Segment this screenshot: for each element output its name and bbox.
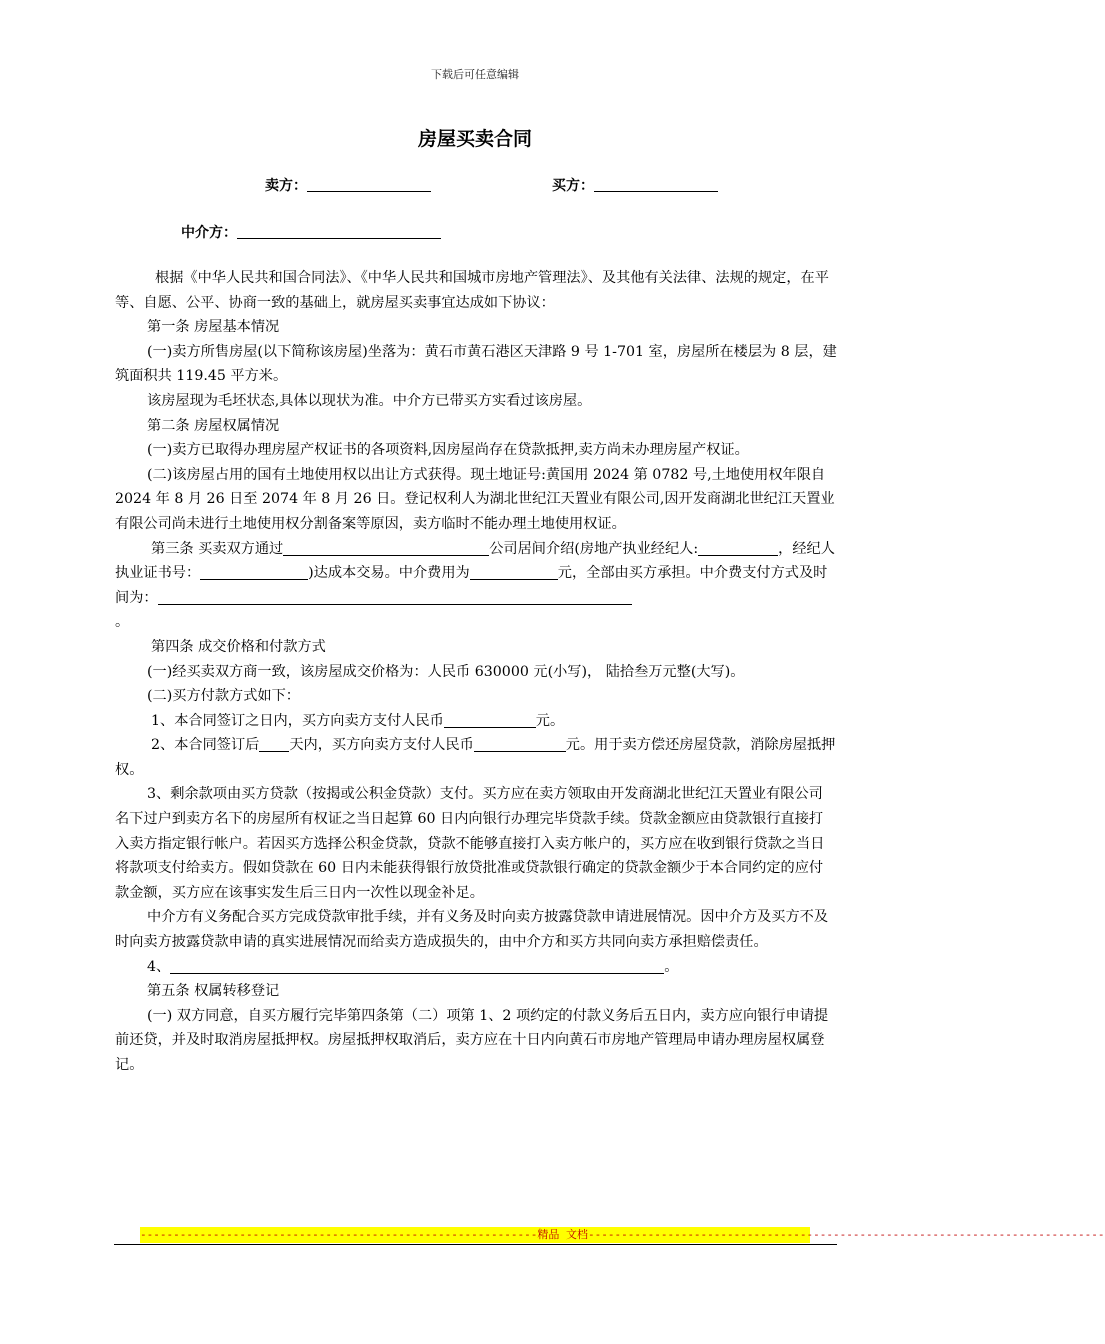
footer-banner: ------------------------------------------------------------精品 文档------------------------------------------------------------------------------ [140,1228,1105,1241]
article-3-part-c: ，经纪人执业证书号： [115,540,835,582]
intro-paragraph: 根据《中华人民共和国合同法》、《中华人民共和国城市房地产管理法》、及其他有关法律、法规的规定，在平等、自愿、公平、协商一致的基础上，就房屋买卖事宜达成如下协议： [115,270,829,311]
buyer-label: 买方： [552,178,594,194]
agent-blank[interactable] [237,224,441,239]
fee-payment-blank[interactable] [158,590,632,605]
page-title: 房屋买卖合同 [417,128,532,150]
article-4-title: 第四条 成交价格和付款方式 [151,638,326,655]
article-4-item-3: 3、剩余款项由买方贷款（按揭或公积金贷款）支付。买方应在卖方领取由开发商湖北世纪江天置业有限公司名下过户到卖方名下的房屋所有权证之当日起算 60 日内向银行办理完毕贷款手续。贷款金额应由贷款银行直接打入卖方指定银行帐户。若因买方选择公积金贷款，贷款不能够直接打入卖方帐户的，买方应在收到银行贷款之当日将款项支付给卖方。假如贷款在 60 日内未能获得银行放贷批准或贷款银行确定的贷款金额少于本合同约定的应付款金额，买方应在该事实发生后三日内一次性以现金补足。 [115,786,825,901]
first-payment-blank[interactable] [444,713,536,728]
article-3-part-e: 元，全部由买方承担。中介费支付方式及时间为： [115,565,828,606]
article-1-title: 第一条 房屋基本情况 [147,319,280,336]
article-2-title: 第二条 房屋权属情况 [147,417,280,434]
item-2-text-c: 元。用于卖方偿还房屋贷款，消除房屋抵押权。 [115,737,836,778]
item-2-text-b: 天内，买方向卖方支付人民币 [289,737,474,754]
second-payment-blank[interactable] [474,737,566,752]
header-note: 下载后可任意编辑 [431,68,519,81]
license-number-blank[interactable] [200,565,308,580]
item-1-unit: 元。 [535,712,565,729]
footer-divider [114,1244,837,1245]
article-4-clause-3: 中介方有义务配合买方完成贷款审批手续，并有义务及时向卖方披露贷款申请进展情况。因中介方及买方不及时向卖方披露贷款申请的真实进展情况而给卖方造成损失的，由中介方和买方共同向卖方承担赔偿责任。 [115,909,829,951]
article-2-clause-1: (一)卖方已取得办理房屋产权证书的各项资料,因房屋尚存在贷款抵押,卖方尚未办理房屋产权证。 [147,442,749,459]
article-3-end: 。 [115,614,130,631]
item-1-text: 1、本合同签订之日内，买方向卖方支付人民币 [151,712,444,729]
article-3-part-a: 第三条 买卖双方通过 [151,540,284,557]
buyer-field [552,175,718,195]
contract-body [115,266,837,1078]
item-4-number: 4、 [147,958,171,975]
article-1-clause-2: 该房屋现为毛坯状态,具体以现状为准。中介方已带买方实看过该房屋。 [147,392,592,409]
days-blank[interactable] [259,737,289,752]
article-4-item-4 [115,955,837,980]
agency-company-blank[interactable] [283,541,489,556]
item-4-end: 。 [664,958,679,975]
article-1-clause-1: (一)卖方所售房屋(以下简称该房屋)坐落为：黄石市黄石港区天津路 9 号 1-701 室，房屋所在楼层为 8 层，建筑面积共 119.45 平方米。 [115,343,837,385]
article-4-item-2 [115,733,837,782]
agent-label: 中介方： [181,225,237,241]
agent-field [181,222,441,242]
article-4-clause-1: (一)经买卖双方商一致，该房屋成交价格为：人民币 630000 元(小写)， 陆拾叁万元整(大写)。 [147,663,745,680]
item-4-blank[interactable] [170,959,664,974]
article-4-item-1 [115,709,837,734]
article-3-part-b: 公司居间介绍(房地产执业经纪人: [489,540,699,557]
article-5-title: 第五条 权属转移登记 [147,983,280,1000]
article-3 [115,537,837,635]
broker-name-blank[interactable] [698,541,754,556]
item-2-text-a: 2、本合同签订后 [151,737,260,754]
seller-blank[interactable] [307,177,431,192]
article-5-clause-1: (一) 双方同意，自买方履行完毕第四条第（二）项第 1、2 项约定的付款义务后五日内，卖方应向银行申请提前还贷，并及时取消房屋抵押权。房屋抵押权取消后，卖方应在十日内向黄石市房地产管理局申请办理房屋权属登记。 [115,1007,829,1073]
seller-field [265,175,431,195]
buyer-blank[interactable] [594,177,718,192]
article-4-clause-2: (二)买方付款方式如下： [147,688,300,705]
agency-fee-blank[interactable] [470,565,558,580]
article-2-clause-2: (二)该房屋占用的国有土地使用权以出让方式获得。现土地证号:黄国用 2024 第 0782 号,土地使用权年限自 2024 年 8 月 26 日至 2074 年 8 月 26 日。登记权利人为湖北世纪江天置业有限公司,因开发商湖北世纪江天置业有限公司尚未进行土地使用权分割备案等原因，卖方临时不能办理土地使用权证。 [115,466,835,532]
seller-label: 卖方： [265,178,307,194]
broker-name-blank-2[interactable] [754,541,778,556]
article-3-part-d: )达成本交易。中介费用为 [308,565,470,582]
